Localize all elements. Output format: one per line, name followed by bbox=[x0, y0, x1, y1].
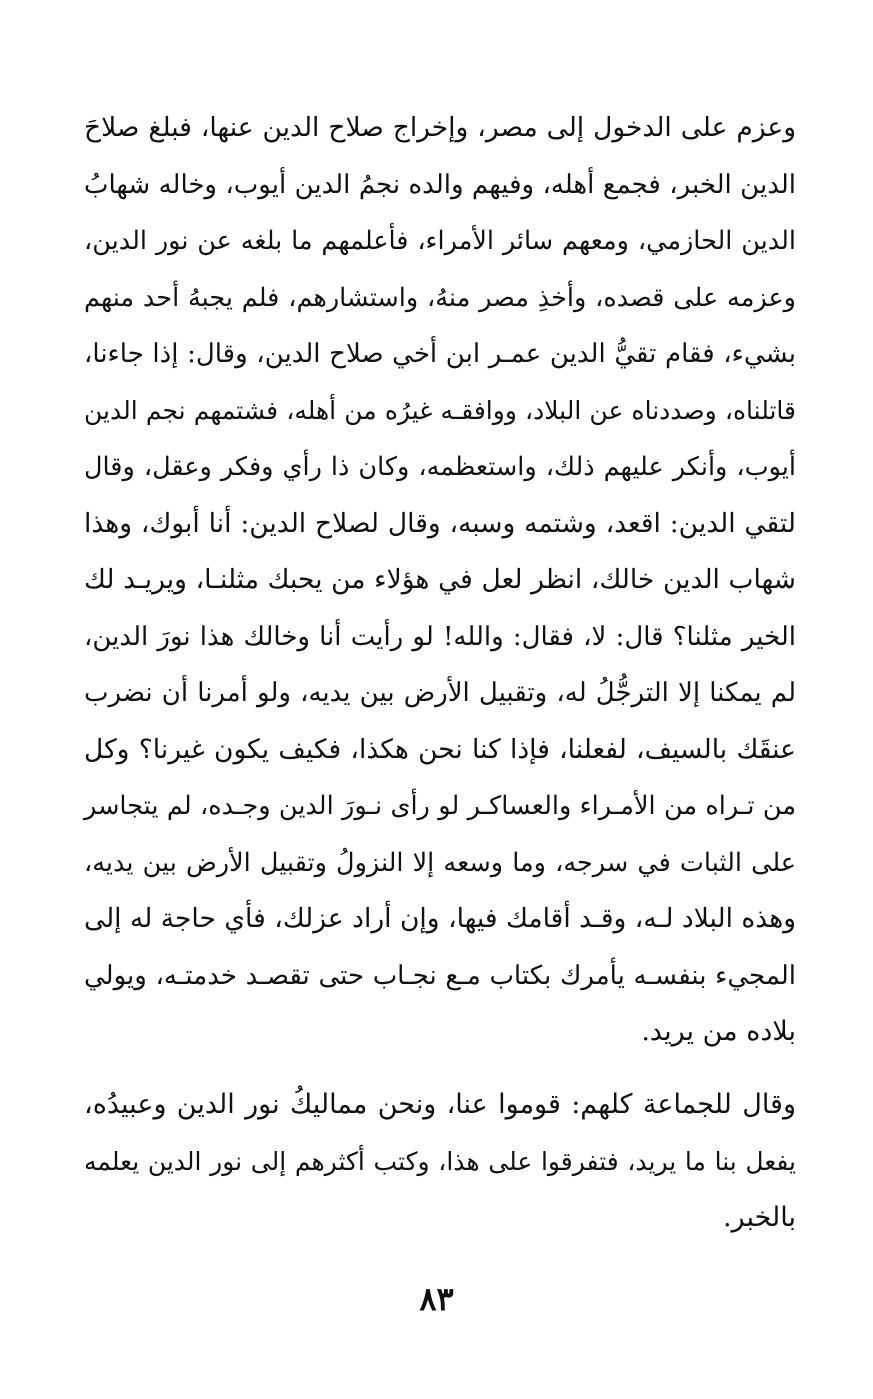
text-line: على الثبات في سرجه، وما وسعه إلا النزولُ وتقبيل الأرض بين يديه، bbox=[84, 847, 796, 878]
text-line: المجيء بنفسـه يأمرك بكتاب مـع نجـاب حتى تقصـد خدمتـه، ويولي bbox=[84, 960, 796, 991]
text-line: وعزم على الدخول إلى مصر، وإخراج صلاح الدين عنها، فبلغ صلاحَ bbox=[84, 112, 796, 143]
page-number: ٨٣ bbox=[419, 1280, 454, 1318]
text-line: الدين الخبر، فجمع أهله، وفيهم والده نجمُ الدين أيوب، وخاله شهابُ bbox=[84, 169, 796, 200]
text-line: عنقَك بالسيف، لفعلنا، فإذا كنا نحن هكذا، فكيف يكون غيرنا؟ وكل bbox=[84, 733, 796, 765]
text-line: لتقي الدين: اقعد، وشتمه وسبه، وقال لصلاح الدين: أنا أبوك، وهذا bbox=[84, 507, 796, 539]
text-line: قاتلناه، وصددناه عن البلاد، ووافقـه غيرُه من أهله، فشتمهم نجم الدين bbox=[84, 395, 796, 425]
text-line: بالخبر. bbox=[722, 1202, 796, 1233]
text-line: وهذه البلاد لـه، وقـد أقامك فيها، وإن أراد عزلك، فأي حاجة له إلى bbox=[84, 903, 796, 934]
text-line: أيوب، وأنكر عليهم ذلك، واستعظمه، وكان ذا رأي وفكر وعقل، وقال bbox=[84, 452, 796, 482]
paragraph-1 bbox=[84, 100, 796, 1061]
text-line: لم يمكنا إلا الترجُّلُ له، وتقبيل الأرض بين يديه، ولو أمرنا أن نضرب bbox=[84, 678, 796, 708]
text-line: شهاب الدين خالك، انظر لعل في هؤلاء من يحبك مثلنـا، ويريـد لك bbox=[84, 564, 796, 595]
text-line: بشيء، فقام تقيُّ الدين عمـر ابن أخي صلاح الدين، وقال: إذا جاءنا، bbox=[84, 339, 796, 369]
paragraph-2 bbox=[84, 1077, 796, 1247]
text-line: وعزمه على قصده، وأخذِ مصر منهُ، واستشارهم، فلم يجبهُ أحد منهم bbox=[84, 282, 796, 313]
text-line: يفعل بنا ما يريد، فتفرقوا على هذا، وكتب أكثرهم إلى نور الدين يعلمه bbox=[84, 1146, 796, 1176]
text-line: من تـراه من الأمـراء والعساكـر لو رأى نـورَ الدين وجـده، لم يتجاسر bbox=[84, 791, 796, 821]
text-line: وقال للجماعة كلهم: قوموا عنا، ونحن مماليكُ نور الدين وعبيدُه، bbox=[84, 1089, 796, 1120]
text-line: بلاده من يريد. bbox=[641, 1016, 796, 1047]
text-line: الدين الحازمي، ومعهم سائر الأمراء، فأعلمهم ما بلغه عن نور الدين، bbox=[84, 226, 796, 256]
text-line: الخير مثلنا؟ قال: لا، فقال: والله! لو رأيت أنا وخالك هذا نورَ الدين، bbox=[84, 621, 796, 652]
